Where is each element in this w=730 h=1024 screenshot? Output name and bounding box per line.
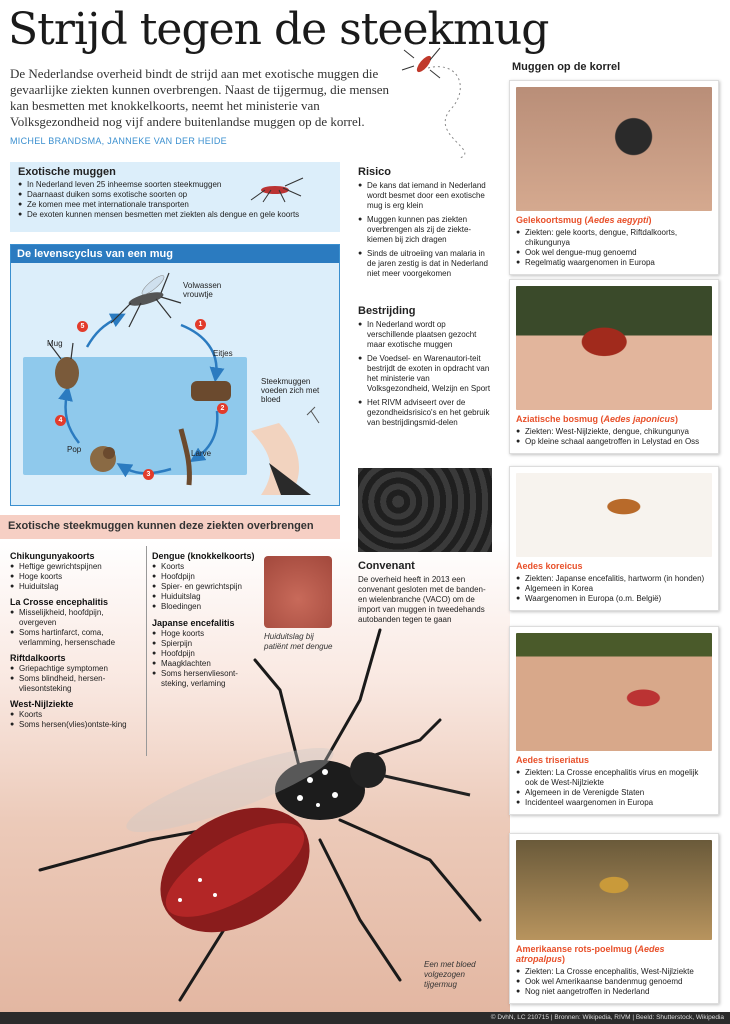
step-1-badge: 1	[195, 319, 206, 330]
dengue-rash-photo	[264, 556, 332, 628]
list-item: ● Maagklachten	[152, 659, 262, 669]
list-item: ● Sinds de uitroeiing van malaria in de jaren zestig is dat in Nederland niet meer voorgekomen	[358, 249, 493, 279]
authors: MICHEL BRANDSMA, JANNEKE VAN DER HEIDE	[10, 136, 227, 146]
list-item: ● Ook wel Amerikaanse bandenmug genoemd	[516, 977, 712, 987]
mosquito-photo	[516, 286, 712, 410]
page-title: Strijd tegen de steekmug	[8, 4, 549, 55]
disease-name: Riftdalkoorts	[10, 653, 66, 663]
exotic-mosquitoes-box	[10, 162, 340, 232]
list-item: ● Heftige gewrichtspijnen	[10, 562, 140, 572]
list-item: ● In Nederland leven 25 inheemse soorten steekmuggen	[18, 180, 332, 190]
list-item: ● Ziekten: Japanse encefalitis, hartworm (in honden)	[516, 574, 712, 584]
list-item: ● Hoge koorts	[10, 572, 140, 582]
species-card-triseriatus	[509, 626, 719, 815]
list-item: ● Ze komen mee met internationale transporten	[18, 200, 332, 210]
list-item: ● Hoofdpijn	[152, 649, 262, 659]
eggs-label: Eitjes	[213, 349, 233, 358]
disease-name: Japanse encefalitis	[152, 618, 235, 628]
feeding-label: Steekmuggen voeden zich met bloed	[261, 377, 320, 404]
list-item: ● Ook wel dengue-mug genoemd	[516, 248, 712, 258]
mosquito-photo	[516, 87, 712, 211]
list-item: ● Spierpijn	[152, 639, 262, 649]
rash-caption: Huiduitslag bij patiënt met dengue	[264, 632, 333, 651]
disease-dengue	[152, 551, 262, 612]
species-name: Aedes triseriatus	[516, 755, 590, 765]
list-item: ● Muggen kunnen pas ziekten overbrengen als zij de ziekte-kiemen bij zich dragen	[358, 215, 493, 245]
disease-name: La Crosse encephalitis	[10, 597, 109, 607]
disease-la-crosse	[10, 597, 140, 648]
list-item: ● Ziekten: West-Nijlziekte, dengue, chikungunya	[516, 427, 712, 437]
disease-name: West-Nijlziekte	[10, 699, 74, 709]
flying-mosquito-icon	[400, 40, 510, 160]
species-card-atropalpus	[509, 833, 719, 1004]
species-card-aegypti	[509, 80, 719, 275]
list-item: ● Hoofdpijn	[152, 572, 262, 582]
species-name: Aedes koreicus	[516, 561, 583, 571]
list-item: ● Ziekten: La Crosse encephalitis, West-Nijlziekte	[516, 967, 712, 977]
list-item: ● Nog niet aangetroffen in Nederland	[516, 987, 712, 997]
step-4-badge: 4	[55, 415, 66, 426]
footer-credits: © DvhN, LC 210715 | Bronnen: Wikipedia, RIVM | Beeld: Shutterstock, Wikipedia	[0, 1012, 730, 1024]
species-card-koreicus	[509, 466, 719, 611]
life-cycle-panel	[10, 244, 340, 506]
disease-name: Chikungunyakoorts	[10, 551, 95, 561]
risk-section	[358, 166, 493, 283]
disease-japanese-encephalitis	[152, 618, 262, 689]
diseases-column-1	[10, 546, 140, 730]
list-item: ● Daarnaast duiken soms exotische soorten op	[18, 190, 332, 200]
disease-riftdal	[10, 653, 140, 694]
list-item: ● Misselijkheid, hoofdpijn, overgeven	[10, 608, 140, 628]
step-5-badge: 5	[77, 321, 88, 332]
list-item: ● Ziekten: La Crosse encephalitis virus en mogelijk ook de West-Nijlziekte	[516, 768, 712, 788]
disease-chikungunya	[10, 551, 140, 592]
species-title: Muggen op de korrel	[512, 61, 621, 73]
pupa-icon	[90, 446, 116, 472]
list-item: ● In Nederland wordt op verschillende plaatsen gezocht maar exotische muggen	[358, 320, 493, 350]
list-item: ● Koorts	[10, 710, 140, 720]
species-name: Aziatische bosmug (Aedes japonicus)	[516, 414, 679, 424]
step-3-badge: 3	[143, 469, 154, 480]
list-item: ● Het RIVM adviseert over de gezondheidsrisico's en het gebruik van bestrijdingsmid-delen	[358, 398, 493, 428]
list-item: ● Soms hartinfarct, coma, verlamming, hersenschade	[10, 628, 140, 648]
eggs-icon	[191, 381, 231, 401]
step-2-badge: 2	[217, 403, 228, 414]
covenant-title: Convenant	[358, 560, 415, 572]
life-cycle-title: De levenscyclus van een mug	[11, 245, 339, 263]
arm-illustration	[251, 407, 319, 495]
list-item: ● Huiduitslag	[10, 582, 140, 592]
larva-icon	[181, 429, 189, 485]
list-item: ● Koorts	[152, 562, 262, 572]
adult-label: Volwassen vrouwtje	[183, 281, 222, 299]
disease-name: Dengue (knokkelkoorts)	[152, 551, 255, 561]
list-item: ● Algemeen in Korea	[516, 584, 712, 594]
species-card-japonicus	[509, 279, 719, 454]
intro-text: De Nederlandse overheid bindt de strijd aan met exotische muggen die gevaarlijke ziekten kunnen overbrengen. Naast de tijgermug, die mensen kan besmetten met knokkelkoorts, neemt het ministerie van Volksgezondheid nog vijf andere buitenlandse muggen op de korrel.	[10, 66, 390, 129]
disease-west-nile	[10, 699, 140, 730]
risk-title: Risico	[358, 166, 392, 178]
list-item: ● Soms blindheid, hersen-vliesontsteking	[10, 674, 140, 694]
tires-photo	[358, 468, 492, 552]
list-item: ● De kans dat iemand in Nederland wordt besmet door een exotische mug is erg klein	[358, 181, 493, 211]
list-item: ● Griepachtige symptomen	[10, 664, 140, 674]
mosquito-label: Mug	[47, 339, 63, 348]
list-item: ● Soms hersenvliesont-steking, verlaming	[152, 669, 262, 689]
covenant-text: De overheid heeft in 2013 een convenant gesloten met de banden- en wielenbranche (VACO) om de import van muggen in tweedehands autobanden tegen te gaan	[358, 575, 486, 624]
mosquito-photo	[516, 633, 712, 751]
control-title: Bestrijding	[358, 305, 416, 317]
covenant-section	[358, 560, 492, 625]
list-item: ● Algemeen in de Verenigde Staten	[516, 788, 712, 798]
adult-mosquito-icon	[111, 273, 181, 327]
species-name: Gelekoortsmug (Aedes aegypti)	[516, 215, 652, 225]
mosquito-photo	[516, 473, 712, 557]
list-item: ● Hoge koorts	[152, 629, 262, 639]
list-item: ● Huiduitslag	[152, 592, 262, 602]
mosquito-icon	[245, 174, 305, 204]
control-section	[358, 305, 493, 432]
diseases-header: Exotische steekmuggen kunnen deze ziekten overbrengen	[0, 515, 340, 539]
column-divider	[146, 546, 147, 756]
list-item: ● Regelmatig waargenomen in Europa	[516, 258, 712, 268]
pupa-label: Pop	[67, 445, 82, 454]
list-item: ● Spier- en gewrichtspijn	[152, 582, 262, 592]
list-item: ● De Voedsel- en Warenautori-teit bestrijdt de exoten in opdracht van het ministerie van Volksgezondheid, Welzijn en Sport	[358, 354, 493, 394]
diseases-column-2	[152, 546, 262, 689]
list-item: ● Waargenomen in Europa (o.m. België)	[516, 594, 712, 604]
list-item: ● Soms hersen(vlies)ontste-king	[10, 720, 140, 730]
tiger-mosquito-caption: Een met bloed volgezogen tijgermug	[424, 960, 476, 989]
list-item: ● De exoten kunnen mensen besmetten met ziekten als dengue en gele koorts	[18, 210, 332, 220]
list-item: ● Incidenteel waargenomen in Europa	[516, 798, 712, 808]
species-name: Amerikaanse rots-poelmug (Aedes atropalpus)	[516, 944, 665, 964]
exotic-title: Exotische muggen	[18, 166, 116, 178]
larva-label: Larve	[191, 449, 212, 458]
list-item: ● Ziekten: gele koorts, dengue, Riftdalkoorts, chikungunya	[516, 228, 712, 248]
list-item: ● Bloedingen	[152, 602, 262, 612]
list-item: ● Op kleine schaal aangetroffen in Lelystad en Oss	[516, 437, 712, 447]
mosquito-photo	[516, 840, 712, 940]
emerging-mosquito-icon	[49, 343, 79, 389]
